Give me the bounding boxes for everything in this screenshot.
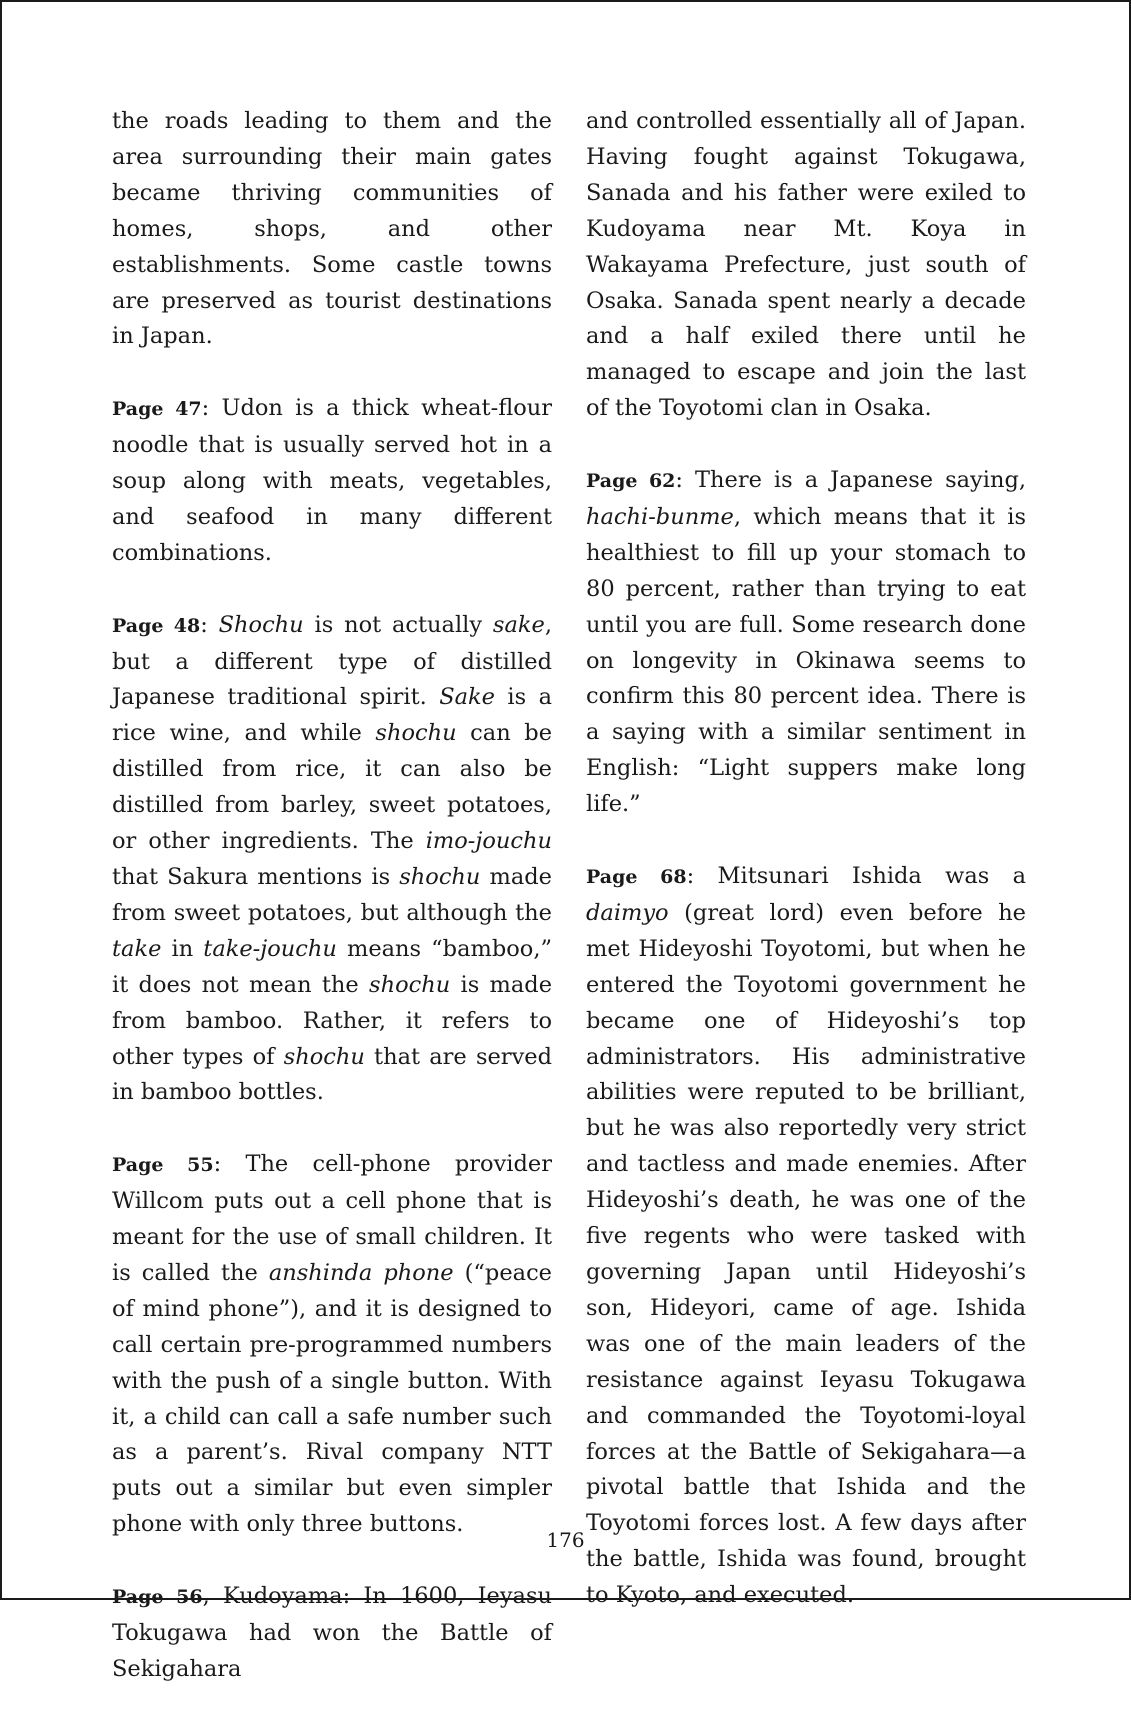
- note-text: (great lord) even before he met Hideyoshi Toyotomi, but when he entered the Toyotomi government he became one of Hideyoshi’s top administrators. His administrative abilities were reputed to be brilliant, but he was also reportedly very strict and tactless and made enemies. After Hideyoshi’s death, he was one of the five regents who were tasked with governing Japan until Hideyoshi’s son, Hideyori, came of age. Ishida was one of the main leaders of the resistance against Ieyasu Tokugawa and commanded the Toyotomi-loyal forces at the Battle of Sekigahara—a pivotal battle that Ishida and the Toyotomi forces lost. A few days after the battle, Ishida was found, brought to Kyoto, and executed.: [586, 899, 1026, 1609]
- italic-term: imo-jouchu: [425, 828, 552, 855]
- note-separator: :: [200, 611, 219, 638]
- note-page-55: [112, 1147, 552, 1543]
- note-label: Page 62: [586, 470, 676, 493]
- note-text: means “bamboo,” it does not mean the: [112, 935, 552, 998]
- note-text: that Sakura mentions is: [112, 864, 400, 890]
- note-page-68: [586, 859, 1026, 1614]
- note-page-56: [112, 1579, 552, 1688]
- italic-term: hachi-bunme: [586, 503, 734, 530]
- note-separator: ,: [202, 1583, 223, 1610]
- left-column: [112, 104, 552, 1724]
- intro-text: the roads leading to them and the area surrounding their main gates became thriving communities of homes, shops, and other establishments. Some castle towns are preserved as tourist destinations in Japan.: [112, 108, 552, 350]
- italic-term: anshinda phone: [268, 1259, 454, 1286]
- note-separator: :: [686, 863, 718, 889]
- italic-term: shochu: [399, 864, 481, 890]
- note-text: Udon is a thick wheat-flour noodle that is usually served hot in a soup along with meats, vegetables, and seafood in many different combinations.: [112, 395, 553, 566]
- note-page-62: [586, 463, 1026, 823]
- note-page-48: [112, 608, 552, 1112]
- note-text: that are served in bamboo bottles.: [112, 1043, 552, 1106]
- italic-term: shochu: [369, 971, 451, 998]
- note-separator: :: [201, 395, 222, 422]
- note-page-47: [112, 391, 552, 572]
- continued-paragraph: [586, 104, 1026, 427]
- note-text: and controlled essentially all of Japan. Having fought against Tokugawa, Sanada and his father were exiled to Kudoyama near Mt. Koya in Wakayama Prefecture, just south of Osaka. Sanada spent nearly a decade and a half exiled there until he managed to escape and join the last of the Toyotomi clan in Osaka.: [586, 108, 1026, 422]
- note-text: is not actually: [303, 611, 493, 638]
- note-text: in: [161, 935, 204, 962]
- note-text: , but a different type of distilled Japanese traditional spirit.: [112, 611, 552, 711]
- note-text: , which means that it is healthiest to fill up your stomach to 80 percent, rather than trying to eat until you are full. Some research done on longevity in Okinawa seems to confirm this 80 percent idea. There is a saying with a similar sentiment in English: “Light suppers make long life.”: [586, 503, 1026, 818]
- note-text: (“peace of mind phone”), and it is designed to call certain pre-programmed numbers with the push of a single button. With it, a child can call a safe number such as a parent’s. Rival company NTT puts out a similar but even simpler phone with only three buttons.: [112, 1259, 552, 1538]
- note-text: made from sweet potatoes, but although the: [112, 864, 552, 926]
- italic-term: take: [112, 935, 162, 962]
- italic-term: shochu: [283, 1043, 365, 1070]
- right-column: [586, 104, 1026, 1650]
- note-text: Kudoyama: In 1600, Ieyasu Tokugawa had won the Battle of Sekigahara: [112, 1583, 552, 1682]
- note-separator: :: [675, 467, 696, 494]
- italic-term: daimyo: [586, 899, 669, 926]
- note-text: is made from bamboo. Rather, it refers to other types of: [112, 971, 553, 1070]
- italic-term: Sake: [439, 684, 495, 711]
- note-label: Page 55: [112, 1154, 214, 1177]
- italic-term: shochu: [375, 720, 457, 747]
- note-text: is a rice wine, and while: [112, 684, 552, 747]
- note-label: Page 56: [112, 1586, 203, 1609]
- intro-paragraph: [112, 104, 552, 355]
- note-label: Page 47: [112, 398, 202, 421]
- italic-term: Shochu: [218, 611, 304, 638]
- italic-term: take-jouchu: [203, 935, 337, 962]
- page-number: 176: [546, 1528, 585, 1552]
- note-label: Page 68: [586, 866, 687, 888]
- note-text: There is a Japanese saying,: [695, 467, 1026, 494]
- note-separator: :: [213, 1151, 246, 1178]
- note-text: Mitsunari Ishida was a: [717, 863, 1026, 889]
- note-label: Page 48: [112, 614, 201, 637]
- note-text: can be distilled from rice, it can also be distilled from barley, sweet potatoes, or other ingredients. The: [112, 720, 553, 855]
- note-text: The cell-phone provider Willcom puts out a cell phone that is meant for the use of small children. It is called the: [112, 1151, 552, 1286]
- italic-term: sake: [492, 611, 545, 638]
